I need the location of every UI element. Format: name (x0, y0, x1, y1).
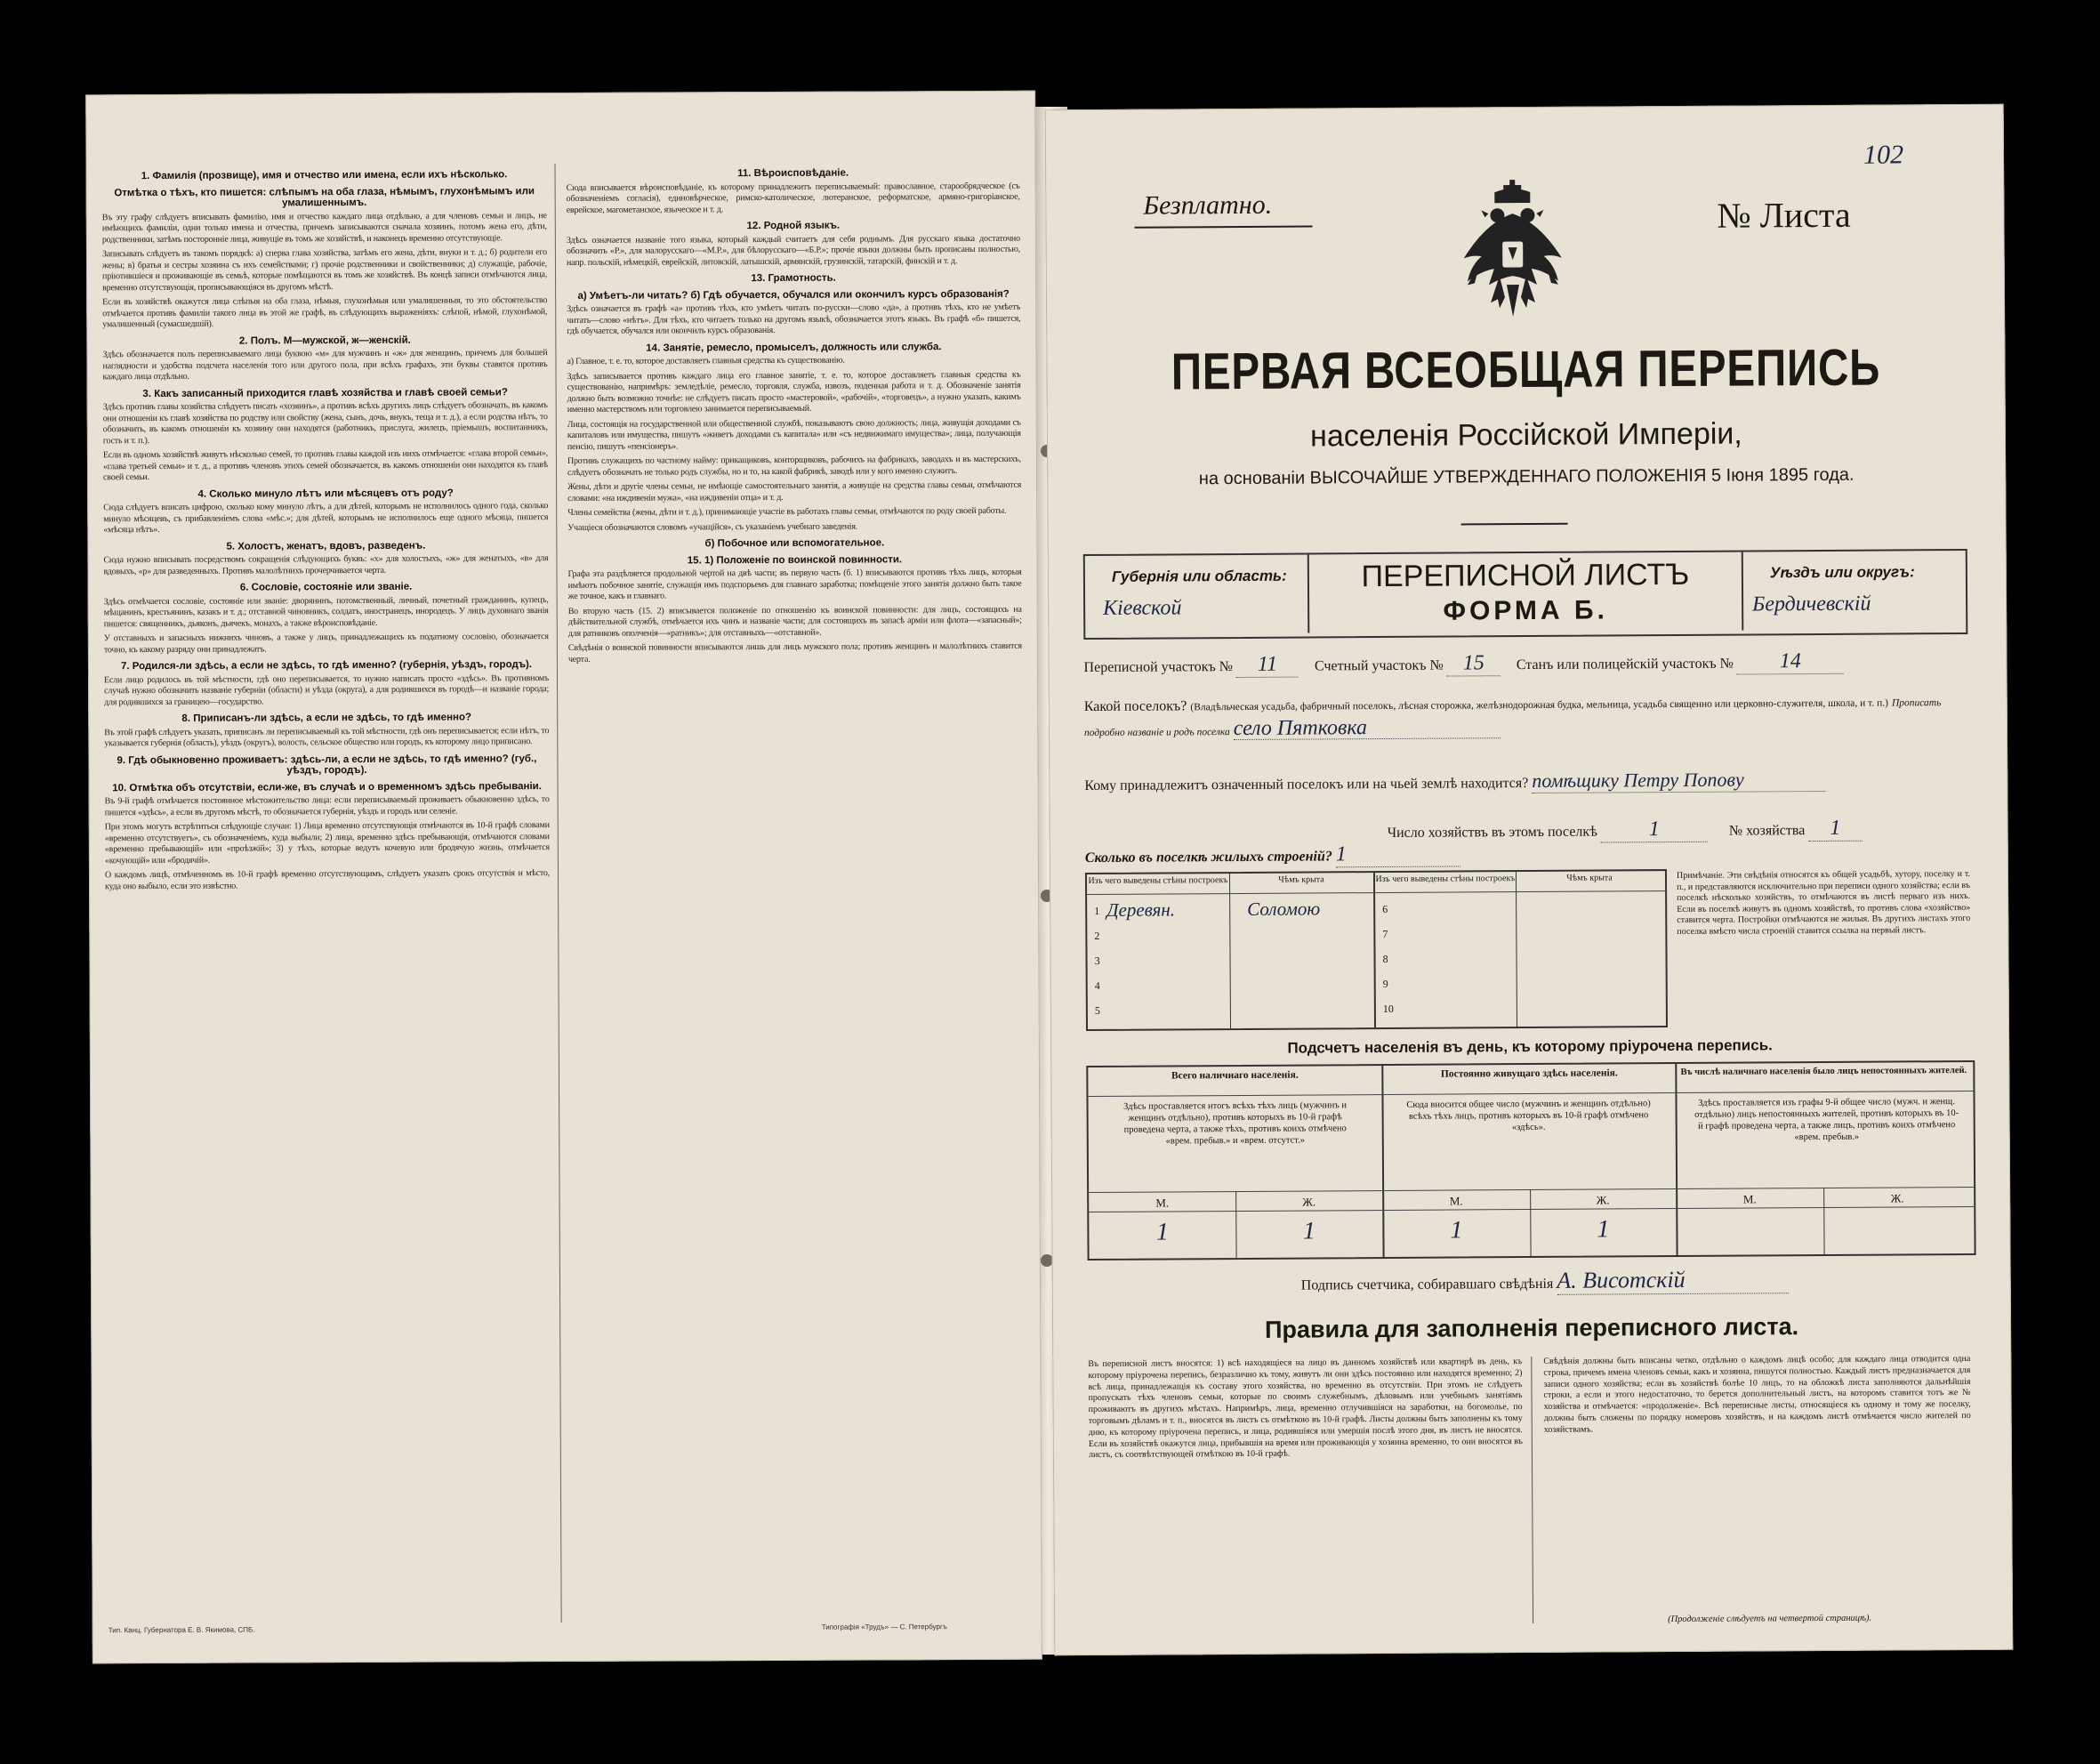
instruction-paragraph: Жены, дѣти и другіе члены семьи, не имѣющіе самостоятельнаго занятія, а живущіе на средства главы семьи, отмѣчаются словами: «на иждивеніи мужа», «на иждивеніи отца» и т. д. (567, 479, 1022, 503)
bld-header: Изъ чего выведены стѣны построекъ (1088, 875, 1228, 887)
free-label: Безплатно. (1143, 189, 1273, 221)
table-line (1516, 872, 1517, 1027)
nonpermanent-female-value (1823, 1213, 1971, 1214)
instruction-paragraph: Свѣдѣнія о воинской повинности вписываются лишь для лицъ мужского пола; противъ женщинъ и малолѣтнихъ ставится черта. (567, 640, 1022, 665)
pop-desc-total: Здѣсь проставляется итогъ всѣхъ тѣхъ лицъ (мужчинъ и женщинъ отдѣльно), противъ которыхъ въ 10-й графѣ проведена черта, а также тѣхъ, противъ коихъ отмѣчено «врем. пребыв.» и «врем. отсутст.» (1123, 1100, 1348, 1147)
sheet-type: ПЕРЕПИСНОЙ ЛИСТЪ (1361, 557, 1690, 594)
police-district-value: 14 (1737, 649, 1844, 675)
female-label: Ж. (1596, 1193, 1610, 1207)
female-label: Ж. (1890, 1191, 1904, 1205)
rules-text-left: Въ переписной листъ вносятся: 1) всѣ находящіеся на лицо въ данномъ хозяйствѣ или квартирѣ въ день, къ которому пріурочена перепись, безразлично къ тому, живутъ ли они здѣсь постоянно или находятся временно; 2) всѣ лица, принадлежащія къ составу этого хозяйства, но временно въ отсутствіи. При этомъ не слѣдуетъ пропускать тѣхъ членовъ семьи, которые по своимъ служебнымъ, дѣловымъ или учебнымъ занятіямъ проживаютъ въ другихъ мѣстахъ. Напримѣръ, лица, временно отлучившіяся на заработки, на богомолье, по торговымъ дѣламъ и т. п., вносятся въ листъ съ отмѣткою въ 10-й графѣ. Листы должны быть заполнены къ тому дню, къ которому пріурочена перепись, и лица, родившіяся или умершія послѣ этого дня, въ листъ не вносятся. Если въ хозяйствѣ окажутся лица, прибывшія на время или проживающія у хозяина временно, то они вносятся въ листъ, съ соотвѣтствующей отмѣткою въ 10-й графѣ. (1088, 1357, 1523, 1461)
pop-header-total: Всего наличнаго населенія. (1171, 1069, 1299, 1082)
table-line (1373, 873, 1376, 1027)
household-no-label: № хозяйства (1728, 823, 1806, 839)
instruction-paragraph: Если въ хозяйствѣ окажутся лица слѣпыя на оба глаза, нѣмыя, глухонѣмыя или умалишенныя, то это обстоятельство отмѣчается противъ фамиліи такого лица въ этой же графѣ, въ слѣдующихъ выраженіяхъ: слѣпой, нѣмой, глухонѣмой, умалишенный (сумасшедшій). (102, 295, 548, 330)
instruction-heading: 4. Сколько минуло лѣтъ или мѣсяцевъ отъ роду? (197, 487, 454, 500)
rules-continuation: (Продолженіе слѣдуетъ на четвертой страницѣ). (1668, 1613, 1872, 1625)
buildings-value: 1 (1336, 842, 1460, 867)
count-district-value: 15 (1447, 651, 1501, 676)
right-page (1045, 104, 2014, 1656)
instruction-paragraph: Здѣсь противъ главы хозяйства слѣдуетъ писать «хозяинъ», а противъ всѣхъ другихъ лицъ слѣдуетъ обозначать, въ какомъ они отношеніи къ главѣ хозяйства по родству или свойству (жена, сынъ, дочь, внукъ, теща и т. д.), а если родства нѣтъ, то обозначить, въ какомъ отношеніи къ хозяину они находятся (работникъ, прислуга, жилецъ, пріемышъ, воспитанникъ, гость и т. п.). (102, 400, 548, 446)
rules-divider (1531, 1357, 1533, 1623)
instruction-paragraph: Если лицо родилось въ той мѣстности, гдѣ оно переписывается, то нужно написать просто «здѣсь». Въ противномъ случаѣ нужно обозначить названіе губерніи (области) и уѣзда (округа), а для родившихся въ городѣ—и названіе города; для родившихся за границею—государство. (104, 673, 550, 707)
instruction-paragraph: Сюда вписывается вѣроисповѣданіе, къ которому принадлежитъ переписываемый: православное, старообрядческое (съ обозначеніемъ согласія), единовѣрческое, римско-католическое, лютеранское, реформатское, армяно-григоріанское, еврейское, магометанское, языческое и т. д. (566, 181, 1020, 215)
instruction-heading: 1. Фамилія (прозвище), имя и отчество или имена, если ихъ нѣсколько. (141, 169, 508, 182)
bld-row-number: 7 (1382, 927, 1388, 941)
instruction-heading: 12. Родной языкъ. (746, 220, 841, 232)
signature-label: Подпись счетчика, собиравшаго свѣдѣнія (1300, 1276, 1554, 1293)
bld-row-number: 6 (1382, 902, 1388, 916)
gubernia-box (1085, 555, 1310, 635)
instructions-column-left (102, 164, 553, 1624)
settlement-note: (Владѣльческая усадьба, фабричный поселокъ, лѣсная сторожка, желѣзнодорожная будка, мельница, усадьба священно или церковно-служителя, школа, и т. п.) (1190, 697, 1888, 713)
instruction-heading: б) Побочное или вспомогательное. (704, 537, 885, 550)
instruction-paragraph: У отставныхъ и запасныхъ нижнихъ чиновъ, а также у лицъ, принадлежащихъ къ податному сословію, обозначается точно, къ какому разряду они принадлежатъ. (103, 632, 549, 655)
folio-number: 102 (1863, 140, 1904, 170)
instruction-heading: а) Умѣетъ-ли читать? б) Гдѣ обучается, обучался или окончилъ курсъ образованія? (577, 288, 1010, 302)
total-male-value: 1 (1155, 1218, 1170, 1246)
instruction-heading: 14. Занятіе, ремесло, промыселъ, должность или служба. (646, 341, 942, 354)
instruction-heading: 8. Приписанъ-ли здѣсь, а если не здѣсь, то гдѣ именно? (181, 712, 472, 724)
buildings-note: Примѣчаніе. Эти свѣдѣнія относятся къ общей усадьбѣ, хутору, поселку и т. п., и представляются исключительно при переписи одного хозяйства; если въ поселкѣ нѣсколько хозяйствъ, то отмѣчаются въ листѣ перваго изъ нихъ. Если въ поселкѣ живутъ въ одномъ хозяйствѣ, то противъ слова «хозяйство» ставится черта. Постройки отмѣчаются не жилыя. Въ другихъ листахъ этого поселка вмѣсто числа строеній ставится ссылка на первый листъ. (1676, 868, 1971, 937)
instruction-heading: 6. Сословіе, состояніе или званіе. (239, 581, 413, 593)
instruction-heading: 10. Отмѣтка объ отсутствіи, если-же, въ случаѣ и о временномъ здѣсь пребываніи. (112, 780, 542, 793)
male-label: М. (1155, 1196, 1170, 1210)
bld-row-number: 4 (1094, 979, 1100, 992)
bld-row-number: 1 (1094, 904, 1100, 917)
instruction-heading: 7. Родился-ли здѣсь, а если не здѣсь, то гдѣ именно? (губернія, уѣздъ, городъ). (120, 659, 533, 673)
table-line (1087, 890, 1665, 895)
census-title: ПЕРВАЯ ВСЕОБЩАЯ ПЕРЕПИСЬ (1171, 338, 1881, 401)
census-legal-basis: на основаніи ВЫСОЧАЙШЕ УТВЕРЖДЕННАГО ПОЛОЖЕНІЯ 5 Іюня 1895 года. (1198, 464, 1855, 489)
count-district-label: Счетный участокъ № (1314, 657, 1444, 674)
printer-imprint-right: Типографія «Трудъ» — С. Петербургъ (821, 1623, 947, 1631)
population-count-table (1086, 1060, 1975, 1261)
double-headed-eagle-emblem (1454, 178, 1571, 330)
instructions-column-right (567, 162, 1026, 1623)
bld-row-number: 3 (1094, 954, 1100, 967)
households-label: Число хозяйствъ въ этомъ поселкѣ (1387, 824, 1597, 841)
instruction-paragraph: Здѣсь обозначается полъ переписываемаго лица буквою «м» для мужчинъ и «ж» для женщинъ, причемъ для большей наглядности и удобства подсчета населенія того или другого пола, при всѣхъ графахъ, эти буквы ставятся противъ каждаго лица отдѣльно. (102, 348, 548, 383)
bld-row-number: 5 (1094, 1003, 1100, 1017)
instruction-paragraph: Въ эту графу слѣдуетъ вписывать фамилію, имя и отчество каждаго лица отдѣльно, а для членовъ семьи и лицъ, не имѣющихъ фамиліи, одни только имена и отчества, причемъ записываются сначала хозяинъ, потомъ жена его, дѣти, родственники, затѣмъ посторонніе лица, живущіе въ томъ же хозяйствѣ, и наконецъ временно отсутствующіе. (101, 210, 547, 245)
instruction-paragraph: а) Главное, т. е. то, которое доставляетъ главныя средства къ существованію. (567, 355, 845, 366)
printer-imprint-left: Тип. Канц. Губернатора Е. В. Якимова, СПБ. (108, 1625, 255, 1635)
free-underline (1135, 225, 1313, 228)
buildings-table (1085, 869, 1668, 1031)
uezd-label: Уѣздъ или округъ: (1769, 563, 1915, 582)
household-no-value: 1 (1808, 817, 1862, 842)
permanent-female-value: 1 (1597, 1215, 1610, 1244)
owner-value: помѣщику Петру Попову (1532, 768, 1825, 793)
instruction-paragraph: Лица, состоящія на государственной или общественной службѣ, показываютъ свою должность; лица, живущія доходами съ капиталовъ или имущества, пишутъ «живетъ доходами съ капитала» или «съ недвижимаго имущества»; лица, получающія пенсію, пишутъ «пенсіонеръ». (567, 417, 1021, 452)
census-district-value: 11 (1236, 653, 1299, 678)
bld-row-number: 10 (1382, 1002, 1394, 1016)
bld-roof-value: Соломою (1247, 898, 1321, 920)
instruction-paragraph: Здѣсь записывается противъ каждаго лица его главное занятіе, т. е. то, которое доставляетъ главныя средства къ существованію, напримѣръ: земледѣліе, ремесло, торговля, служба, извозъ, поденная работа и т. д. Обозначеніе занятія должно быть возможно точнѣе: не слѣдуетъ писать просто «мастеровой», «рабочій», «торговецъ», а нужно указать, какимъ именно мастерствомъ или торговлею занимается переписываемый. (567, 369, 1021, 415)
district-row (1083, 649, 1843, 679)
bld-walls-value: Деревян. (1106, 898, 1176, 921)
bld-row-number: 9 (1382, 977, 1388, 991)
instruction-paragraph: Въ 9-й графѣ отмѣчается постоянное мѣстожительство лица: если переписываемый проживаетъ обыкновенно здѣсь, то пишется «здѣсь», а если въ другомъ мѣстѣ, то обозначается губернія, уѣздъ и городъ или селеніе. (104, 794, 550, 818)
form-header-band (1083, 549, 1968, 640)
instruction-paragraph: Здѣсь отмѣчается сословіе, состояніе или званіе: дворянинъ, потомственный, личный, почетный гражданинъ, купецъ, мѣщанинъ, крестьянинъ, казакъ и т. д.; отставной чиновникъ, солдатъ, иностранецъ, инородецъ. У лицъ духовнаго званія пишется: священникъ, дьяконъ, дьячекъ, монахъ, а также вѣроисповѣданіе. (103, 594, 549, 629)
bld-row-number: 2 (1094, 929, 1100, 942)
female-label: Ж. (1302, 1195, 1316, 1209)
instruction-heading: Отмѣтка о тѣхъ, кто пишется: слѣпымъ на оба глаза, нѣмымъ, глухонѣмымъ или умалишеннымъ. (114, 185, 535, 209)
instruction-paragraph: Графа эта раздѣляется продольной чертой на двѣ части; въ первую часть (б. 1) вписываются противъ тѣхъ лицъ, которыя имѣютъ побочное занятіе, служащія имъ подспорьемъ для главнаго заработка; помѣщеніе этого занятія должно быть такое же точное, какъ и главнаго. (567, 567, 1022, 601)
owner-label: Кому принадлежитъ означенный поселокъ или на чьей землѣ находится? (1084, 776, 1529, 794)
instruction-heading: 13. Грамотность. (751, 272, 836, 285)
table-line (1229, 874, 1231, 1028)
uezd-value: Бердичевскій (1752, 592, 1871, 616)
male-label: М. (1449, 1194, 1463, 1208)
nonpermanent-male-value (1676, 1214, 1823, 1215)
population-count-title: Подсчетъ населенія въ день, къ которому пріурочена перепись. (1287, 1036, 1773, 1057)
instruction-paragraph: Въ этой графѣ слѣдуетъ указать, приписанъ ли переписываемый къ той мѣстности, гдѣ онъ переписывается; если нѣтъ, то указывается губернія (область), уѣздъ (округъ), волость, сельское общество или городъ, къ которому лицо приписано. (104, 725, 550, 749)
instruction-paragraph: Если въ одномъ хозяйствѣ живутъ нѣсколько семей, то противъ главы каждой изъ нихъ отмѣчается: «глава второй семьи», «глава третьей семьи» и т. д., а противъ членовъ этихъ семей обозначается, въ какомъ отношеніи они находятся къ главѣ своей семьи. (102, 448, 548, 483)
pop-desc-permanent: Сюда вносится общее число (мужчинъ и женщинъ отдѣльно) всѣхъ тѣхъ лицъ, противъ которыхъ въ 10-й графѣ отмѣчено «здѣсь». (1406, 1099, 1651, 1133)
buildings-label: Сколько въ поселкѣ жилыхъ строеній? (1084, 849, 1332, 866)
instruction-heading: 15. 1) Положеніе по воинской повинности. (687, 553, 903, 566)
rules-text-right: Свѣдѣнія должны быть вписаны четко, отдѣльно о каждомъ лицѣ особо; для каждаго лица отводится одна строка, причемъ имена членовъ семьи, какъ и хозяина, пишутся полностью. Каждый листъ предназначается для записи одного хозяйства; если въ хозяйствѣ болѣе 10 лицъ, то на обложкѣ листа заполняются дальнѣйшія строки, а если и этого недостаточно, то берется дополнительный листъ, на которомъ ставится тотъ же № хозяйства и отмѣчается: «продолженіе». Всѣ переписные листы, относящіеся къ одному и тому же поселку, должны быть сложены по порядку номеровъ хозяйствъ, и на каждомъ листѣ отмѣчается число жителей по хозяйствамъ. (1543, 1353, 1971, 1435)
owner-row (1084, 768, 1825, 796)
title-rule (1461, 523, 1568, 526)
rules-title: Правила для заполненія переписного листа. (1264, 1313, 1799, 1343)
instruction-heading: 2. Полъ. М—мужской, ж—женскій. (238, 334, 411, 347)
settlement-note-2: Прописать подробно названіе и родъ поселка (1083, 697, 1942, 739)
instruction-paragraph: Здѣсь означается названіе того языка, который каждый считаетъ для себя роднымъ. Для русскаго языка достаточно обозначить «Р.», для малорусскаго—«М.Р.», для бѣлорусскаго—«Б.Р.»; прочіе языки должны быть прописаны полностью, напр. польскій, нѣмецкій, еврейскій, литовскій, латышскій, армянскій, грузинскій, татарскій, финскій и т. д. (566, 233, 1020, 268)
bld-header: Чѣмъ крыта (1566, 873, 1613, 883)
instruction-paragraph: Во вторую часть (15. 2) вписывается положеніе по отношенію къ воинской повинности: для лицъ, состоящихъ на дѣйствительной службѣ, отмѣчается ихъ чинъ и названіе части; для состоящихъ въ запасѣ армiи или флота—«запасный»; для ратниковъ ополченія—«ратникъ»; для отставныхъ—«отставной». (567, 604, 1022, 639)
settlement-row (1084, 691, 1974, 744)
sheet-form: ФОРМА Б. (1443, 595, 1608, 626)
signature-value: А. Висотскій (1557, 1266, 1788, 1295)
settlement-label: Какой поселокъ? (1083, 698, 1187, 715)
instruction-heading: 3. Какъ записанный приходится главѣ хозяйства и главѣ своей семьи? (142, 386, 508, 399)
buildings-row (1085, 842, 1460, 869)
permanent-male-value: 1 (1450, 1216, 1463, 1244)
police-district-label: Станъ или полицейскій участокъ № (1516, 656, 1734, 673)
settlement-value: село Пятковка (1234, 716, 1501, 740)
instruction-paragraph: Члены семейства (жены, дѣти и т. д.), принимающіе участіе въ работахъ главы семьи, отмѣчаются по роду своей работы. (567, 505, 1007, 518)
sheet-number-label: № Листа (1717, 194, 1851, 236)
instruction-paragraph: Противъ служащихъ по частному найму: прикащиковъ, конторщиковъ, рабочихъ на фабрикахъ, заводахъ и въ мастерскихъ, слѣдуетъ обозначать не только родъ службы, но и то, на какой фабрикѣ, заводѣ или у кого именно служитъ. (567, 454, 1021, 478)
column-divider (555, 164, 562, 1623)
bld-header: Изъ чего выведены стѣны построекъ (1375, 874, 1516, 885)
male-label: М. (1742, 1192, 1757, 1206)
instruction-paragraph: Сюда нужно вписывать посредствомъ сокращенія слѣдующихъ буквъ: «х» для холостыхъ, «ж» для женатыхъ, «в» для вдовыхъ, «р» для разведенныхъ. Противъ малолѣтнихъ прочерчивается черта. (103, 553, 549, 576)
instruction-paragraph: Учащіеся обозначаются словомъ «учащійся», съ указаніемъ учебнаго заведенія. (567, 521, 858, 533)
pop-header-permanent: Постоянно живущаго здѣсь населенія. (1440, 1067, 1618, 1080)
signature-row (1301, 1266, 1789, 1296)
gubernia-value: Кіевской (1103, 596, 1182, 620)
instruction-paragraph: О каждомъ лицѣ, отмѣченномъ въ 10-й графѣ временно отсутствующимъ, слѣдуетъ указать срокъ отсутствія и мѣсто, куда оно выбыло, если это извѣстно. (104, 868, 551, 891)
total-female-value: 1 (1302, 1217, 1316, 1245)
bld-header: Чѣмъ крыта (1278, 874, 1324, 885)
pop-header-nonpermanent: Въ числѣ наличнаго населенія было лицъ непостоянныхъ жителей. (1680, 1065, 1967, 1077)
left-page (85, 91, 1042, 1664)
bld-row-number: 8 (1382, 952, 1388, 966)
instruction-paragraph: Сюда слѣдуетъ вписать цифрою, сколько кому минуло лѣтъ, а для дѣтей, которымъ не исполнилось одного года, сколько минуло мѣсяцевъ, съ прибавленіемъ слова «мѣс.»; для дѣтей, которымъ не исполнилось еще одного мѣсяца, пишется «мѣсяца нѣтъ». (103, 501, 549, 536)
census-subtitle: населенія Россійской Имперіи, (1309, 416, 1742, 454)
households-value: 1 (1601, 818, 1708, 843)
instruction-paragraph: Записывать слѣдуетъ въ такомъ порядкѣ: а) сперва глава хозяйства, затѣмъ его жена, дѣти, внуки и т. д.; б) родители его жены; в) братья и сестры хозяина съ ихъ семействами; г) прочіе родственники и свойственники; д) служащіе, рабочіе, пріютившіеся и проживающіе въ семьѣ, которые помѣщаются въ томъ же хозяйствѣ. Въ концѣ записи отмѣчаются лица, временно отсутствующія, прописывающіяся въ другомъ мѣстѣ. (101, 247, 548, 293)
uezd-box (1742, 551, 1967, 631)
instruction-heading: 11. Вѣроисповѣданіе. (737, 167, 849, 180)
instruction-paragraph: При этомъ могутъ встрѣтиться слѣдующіе случаи: 1) Лица временно отсутствующія отмѣчаются въ 10-й графѣ словами «временно отсутствуетъ», съ обозначеніемъ, куда выбыли; 2) лица, временно здѣсь пребывающія, отмѣчаются словами «временно пребывающій» или «проѣзжій»; 3) у тѣхъ, которые ведутъ кочевую или бродячую жизнь, отмѣчается «кочующій» или «бродячій». (104, 820, 550, 866)
instruction-paragraph: Здѣсь означается въ графѣ «а» противъ тѣхъ, кто умѣетъ читать по-русски—слово «да», а противъ тѣхъ, кто не умѣетъ читать—слово «нѣтъ». Для тѣхъ, кто читаетъ только на другомъ языкѣ, обозначается этотъ языкъ. Въ графѣ «б» пишется, гдѣ обучается, обучался или окончилъ курсъ образованія. (567, 302, 1021, 336)
instruction-heading: 5. Холостъ, женатъ, вдовъ, разведенъ. (226, 540, 426, 552)
households-row (1388, 817, 1863, 844)
pop-desc-nonpermanent: Здѣсь проставляется изъ графы 9-й общее число (мужч. и женщ. отдѣльно) лицъ непостоянныхъ жителей, противъ которыхъ въ 10-й графѣ проведена черта, а также лицъ, противъ коихъ отмѣчено «врем. пребыв.» (1694, 1097, 1959, 1143)
instruction-heading: 9. Гдѣ обыкновенно проживаетъ: здѣсь-ли, а если не здѣсь, то гдѣ именно? (губ., уѣздъ, городъ). (117, 753, 537, 777)
census-district-label: Переписной участокъ № (1083, 659, 1234, 676)
gubernia-label: Губернія или область: (1111, 567, 1287, 585)
